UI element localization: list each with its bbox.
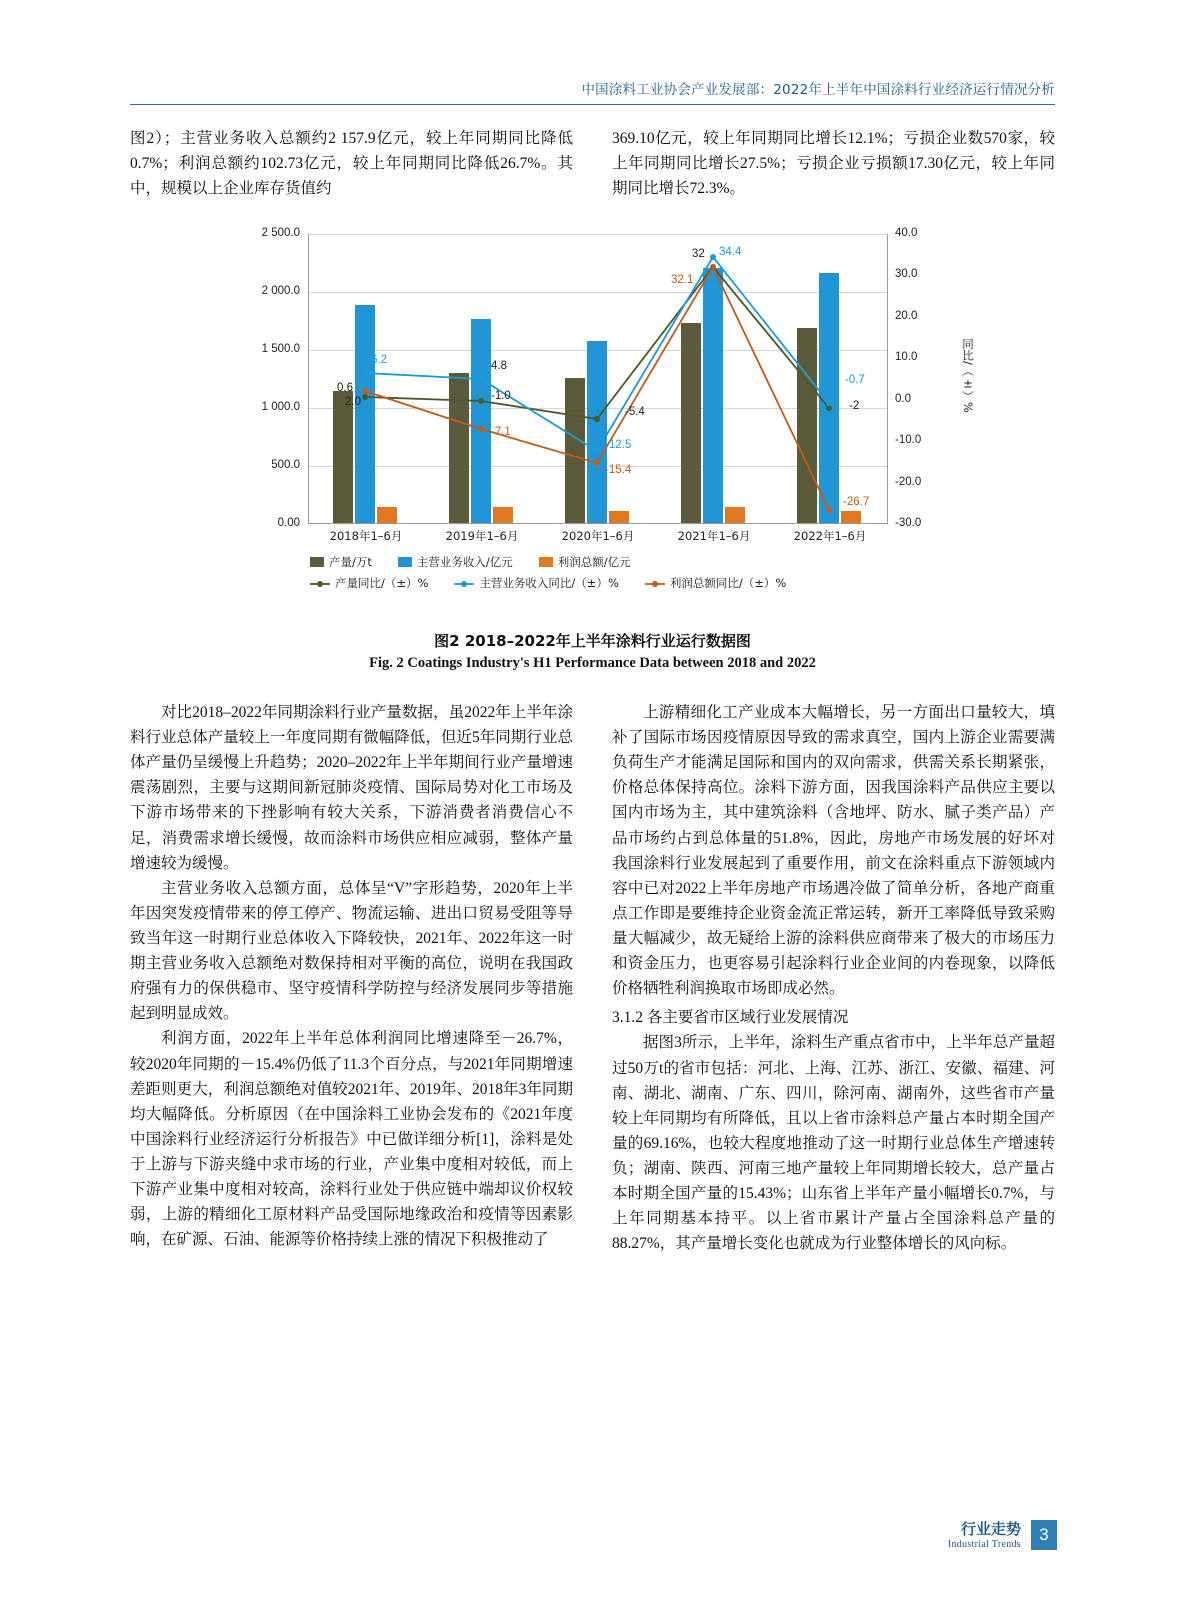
y-tick-right-0: -30.0 — [895, 517, 922, 529]
chart-trend-lines — [309, 234, 889, 524]
legend-label-output: 产量/万t — [329, 555, 372, 569]
y-tick-right-6: 30.0 — [895, 268, 918, 280]
y-tick-right-2: -10.0 — [895, 434, 922, 446]
page-footer — [948, 1518, 1057, 1550]
label-output-2022: -2 — [849, 400, 860, 412]
legend-swatch-output — [310, 557, 324, 567]
body-column-left — [130, 700, 573, 1256]
y-tick-left-0: 0.00 — [277, 517, 300, 529]
legend-swatch-output-yoy — [310, 578, 330, 588]
label-profit-2022: -26.7 — [843, 496, 870, 508]
label-output-2021: 32 — [692, 248, 705, 260]
y-axis-title-right: 同比/（±）% — [961, 338, 975, 413]
legend-item-output — [310, 554, 372, 570]
y-tick-right-1: -20.0 — [895, 476, 922, 488]
legend-swatch-revenue-yoy — [454, 578, 474, 588]
legend-item-revenue-yoy — [454, 575, 618, 591]
paragraph-revenue-analysis: 主营业务收入总额方面，总体呈“V”字形趋势，2020年上半年因突发疫情带来的停工停产、物流运输、进出口贸易受阻等导致当年这一时期行业总体收入下降较快，2021年、2022年这一时期主营业务收入总额绝对数保持相对平衡的高位，说明在我国政府强有力的保供稳市、坚守疫情科学防控与经济发展同步等措施起到明显成效。 — [130, 879, 573, 1023]
top-text-columns — [130, 126, 1055, 201]
y-tick-left-2: 1 000.0 — [261, 401, 300, 413]
label-output-2020: -5.4 — [625, 406, 645, 418]
legend-swatch-profit — [539, 557, 553, 567]
paragraph-provincial-data: 据图3所示，上半年，涂料生产重点省市中，上半年总产量超过50万t的省市包括：河北、上海、江苏、浙江、安徽、福建、河南、湖北、湖南、广东、四川，除河南、湖南外，这些省市产量较上年同期均有所降低，且以上省市涂料总产量占本时期全国产量的69.16%，也较大程度地推动了这一时期行业总体生产增速转负；湖南、陕西、河南三地产量较上年同期增长较大，总产量占本时期全国产量的15.43%；山东省上半年产量小幅增长0.7%，与上年同期基本持平。以上省市累计产量占全国涂料总产量的88.27%，其产量增长变化也就成为行业整体增长的风向标。 — [612, 1034, 1055, 1253]
legend-item-profit — [539, 554, 631, 570]
legend-label-profit-yoy: 利润总额同比/（±）% — [669, 576, 787, 590]
legend-item-output-yoy — [310, 575, 428, 591]
label-output-2018: 0.6 — [337, 382, 353, 394]
x-tick-2022: 2022年1–6月 — [793, 529, 867, 543]
legend-item-profit-yoy — [645, 575, 786, 591]
legend-item-revenue — [398, 554, 513, 570]
chart-plot-area — [308, 234, 888, 524]
legend-label-revenue: 主营业务收入/亿元 — [416, 555, 513, 569]
label-revenue-2022: -0.7 — [845, 374, 865, 386]
label-profit-2021: 32.1 — [671, 274, 694, 286]
legend-label-output-yoy: 产量同比/（±）% — [335, 576, 429, 590]
section-heading-3-1-2: 3.1.2 各主要省市区域行业发展情况 — [612, 1009, 849, 1027]
x-tick-2020: 2020年1–6月 — [561, 529, 635, 543]
top-text-right: 369.10亿元，较上年同期同比增长12.1%；亏损企业数570家，较上年同期同比增长27.5%；亏损企业亏损额17.30亿元，较上年同期同比增长72.3%。 — [612, 130, 1055, 198]
paragraph-output-analysis: 对比2018–2022年同期涂料行业产量数据，虽2022年上半年涂料行业总体产量较上一年度同期有微幅降低，但近5年同期行业总体产量仍呈缓慢上升趋势；2020–2022年上半年期间行业产量增速震荡剧烈，主要与这期间新冠肺炎疫情、国际局势对化工市场及下游市场带来的下挫影响有较大关系，下游消费者消费信心不足，消费需求增长缓慢，故而涂料市场供应相应减弱，整体产量增速较为缓慢。 — [130, 704, 573, 872]
figure-caption-cn: 图2 2018–2022年上半年涂料行业运行数据图 — [434, 632, 751, 650]
label-profit-2020: -15.4 — [605, 464, 632, 476]
y-tick-left-4: 2 000.0 — [261, 285, 300, 297]
paragraph-upstream-downstream: 上游精细化工产业成本大幅增长，另一方面出口量较大，填补了国际市场因疫情原因导致的需求真空，国内上游企业需要满负荷生产才能满足国际和国内的双向需求，供需关系长期紧张，价格总体保持高位。涂料下游方面，因我国涂料产品供应主要以国内市场为主，其中建筑涂料（含地坪、防水、腻子类产品）产品市场约占到总体量的51.8%，因此，房地产市场发展的好坏对我国涂料行业发展起到了重要作用，前文在涂料重点下游领域内容中已对2022上半年房地产市场遇冷做了简单分析，各地产商重点工作即是要维持企业资金流正常运转，新开工率降低导致采购量大幅减少，故无疑给上游的涂料供应商带来了极大的市场压力和资金压力，也更容易引起涂料行业企业间的内卷现象，以降低价格牺牲利润换取市场即成必然。 — [612, 704, 1055, 998]
label-revenue-2019: 4.8 — [491, 360, 507, 372]
legend-swatch-revenue — [398, 557, 412, 567]
body-column-right — [612, 700, 1055, 1256]
figure-2-chart — [230, 227, 975, 608]
y-tick-right-5: 20.0 — [895, 310, 918, 322]
header-rule — [130, 104, 1055, 105]
legend-label-revenue-yoy: 主营业务收入同比/（±）% — [479, 576, 619, 590]
y-tick-left-1: 500.0 — [271, 459, 300, 471]
label-revenue-2021: 34.4 — [719, 246, 742, 258]
figure-caption-en: Fig. 2 Coatings Industry's H1 Performance Data between 2018 and 2022 — [369, 655, 816, 671]
legend-label-profit: 利润总额/亿元 — [557, 555, 631, 569]
paragraph-profit-analysis: 利润方面，2022年上半年总体利润同比增速降至－26.7%，较2020年同期的－15.4%仍低了11.3个百分点，与2021年同期增速差距则更大，利润总额绝对值较2021年、2019年、2018年3年同期均大幅降低。分析原因（在中国涂料工业协会发布的《2021年度中国涂料行业经济运行分析报告》中已做详细分析[1]，涂料是处于上游与下游夹缝中求市场的行业，产业集中度相对较低，而上下游产业集中度相对较高，涂料行业处于供应链中端却议价权较弱，上游的精细化工原材料产品受国际地缘政治和疫情等因素影响，在矿源、石油、能源等价格持续上涨的情况下积极推动了 — [130, 1030, 573, 1249]
x-tick-2019: 2019年1–6月 — [445, 529, 519, 543]
y-tick-right-4: 10.0 — [895, 351, 918, 363]
label-revenue-2020: -12.5 — [605, 439, 632, 451]
x-tick-2018: 2018年1–6月 — [329, 529, 403, 543]
label-output-2019: -1.0 — [491, 390, 511, 402]
legend-swatch-profit-yoy — [645, 578, 665, 588]
y-tick-right-3: 0.0 — [895, 393, 911, 405]
y-tick-left-5: 2 500.0 — [261, 227, 300, 239]
label-profit-2018: 2.0 — [345, 396, 361, 408]
chart-legend — [310, 554, 890, 596]
footer-section-label — [948, 1518, 1021, 1550]
running-header: 中国涂料工业协会产业发展部：2022年上半年中国涂料行业经济运行情况分析 — [581, 82, 1055, 98]
y-tick-right-7: 40.0 — [895, 227, 918, 239]
label-profit-2019: -7.1 — [491, 426, 511, 438]
body-text-columns — [130, 700, 1055, 1256]
y-tick-left-3: 1 500.0 — [261, 343, 300, 355]
x-tick-2021: 2021年1–6月 — [677, 529, 751, 543]
label-revenue-2018: 6.2 — [371, 354, 387, 366]
page-number: 3 — [1031, 1520, 1057, 1550]
top-text-left: 图2）；主营业务收入总额约2 157.9亿元，较上年同期同比降低0.7%；利润总额约102.73亿元，较上年同期同比降低26.7%。其中，规模以上企业库存货值约 — [130, 130, 573, 198]
footer-label-en: Industrial Trends — [947, 1539, 1021, 1550]
footer-label-cn: 行业走势 — [960, 1520, 1021, 1538]
